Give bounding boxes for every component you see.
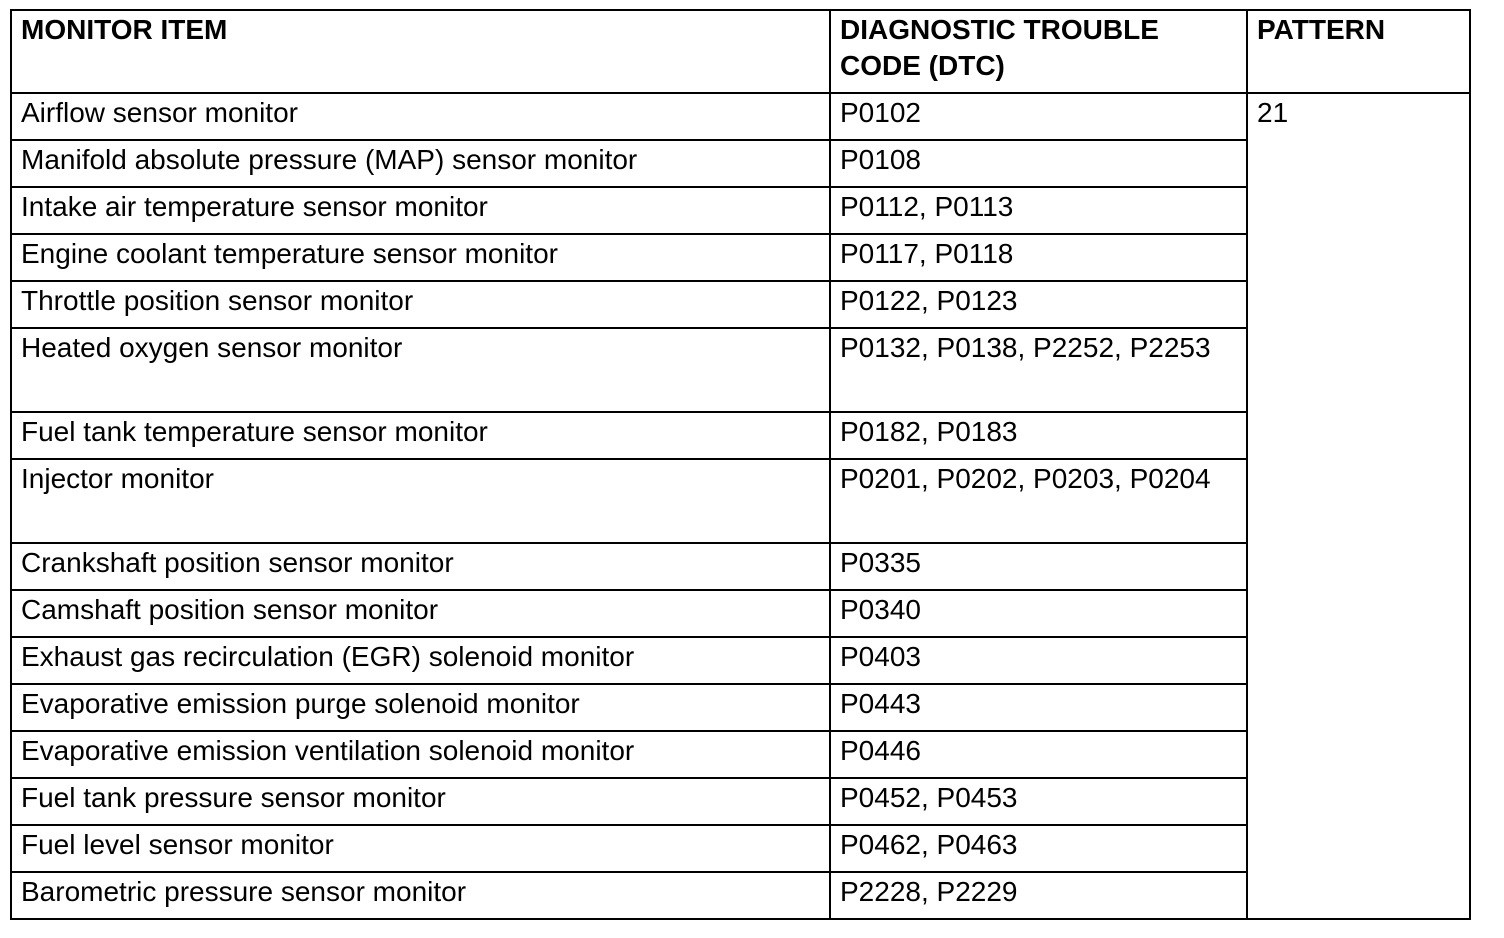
dtc-cell: P0452, P0453 (830, 778, 1247, 825)
monitor-item-cell: Injector monitor (11, 459, 830, 543)
dtc-cell: P0132, P0138, P2252, P2253 (830, 328, 1247, 412)
monitor-item-cell: Fuel level sensor monitor (11, 825, 830, 872)
dtc-cell: P0112, P0113 (830, 187, 1247, 234)
monitor-item-cell: Engine coolant temperature sensor monitor (11, 234, 830, 281)
dtc-cell: P0443 (830, 684, 1247, 731)
dtc-cell: P0117, P0118 (830, 234, 1247, 281)
dtc-cell: P0403 (830, 637, 1247, 684)
monitor-item-cell: Manifold absolute pressure (MAP) sensor monitor (11, 140, 830, 187)
dtc-cell: P0182, P0183 (830, 412, 1247, 459)
monitor-item-cell: Evaporative emission ventilation solenoid monitor (11, 731, 830, 778)
monitor-item-cell: Throttle position sensor monitor (11, 281, 830, 328)
header-monitor-item: MONITOR ITEM (11, 10, 830, 93)
dtc-cell: P0462, P0463 (830, 825, 1247, 872)
table-header-row (11, 10, 1470, 93)
pattern-cell: 21 (1247, 93, 1470, 919)
header-pattern: PATTERN (1247, 10, 1470, 93)
monitor-item-cell: Exhaust gas recirculation (EGR) solenoid monitor (11, 637, 830, 684)
monitor-item-cell: Crankshaft position sensor monitor (11, 543, 830, 590)
header-dtc: DIAGNOSTIC TROUBLE CODE (DTC) (830, 10, 1247, 93)
monitor-item-cell: Intake air temperature sensor monitor (11, 187, 830, 234)
monitor-item-cell: Barometric pressure sensor monitor (11, 872, 830, 919)
dtc-cell: P2228, P2229 (830, 872, 1247, 919)
dtc-cell: P0446 (830, 731, 1247, 778)
dtc-cell: P0102 (830, 93, 1247, 140)
dtc-monitor-table (10, 9, 1471, 920)
monitor-item-cell: Evaporative emission purge solenoid monitor (11, 684, 830, 731)
dtc-cell: P0340 (830, 590, 1247, 637)
dtc-cell: P0201, P0202, P0203, P0204 (830, 459, 1247, 543)
monitor-item-cell: Camshaft position sensor monitor (11, 590, 830, 637)
dtc-cell: P0108 (830, 140, 1247, 187)
monitor-item-cell: Fuel tank temperature sensor monitor (11, 412, 830, 459)
dtc-cell: P0335 (830, 543, 1247, 590)
monitor-item-cell: Heated oxygen sensor monitor (11, 328, 830, 412)
dtc-cell: P0122, P0123 (830, 281, 1247, 328)
table-row (11, 93, 1470, 140)
monitor-item-cell: Fuel tank pressure sensor monitor (11, 778, 830, 825)
monitor-item-cell: Airflow sensor monitor (11, 93, 830, 140)
